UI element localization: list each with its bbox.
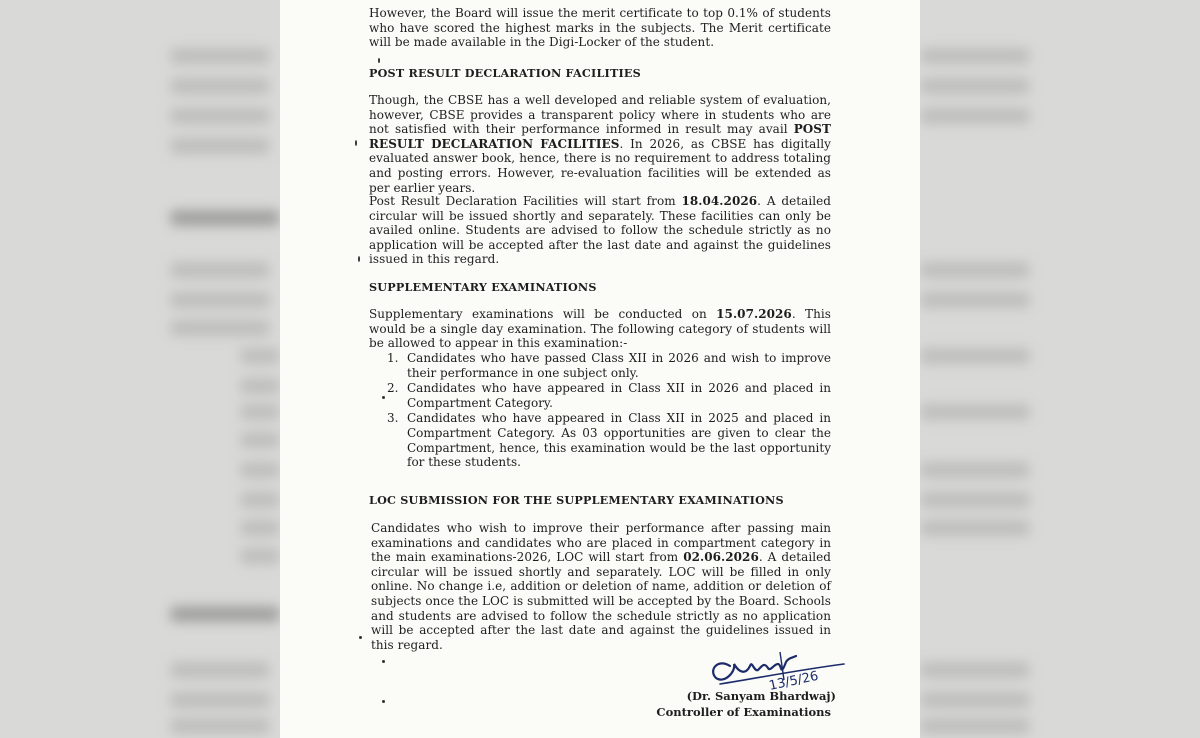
- background-right-blur: [920, 0, 1200, 738]
- post-result-paragraph-2: Post Result Declaration Facilities will start from 18.04.2026. A detailed circular will be issued shortly and separately. These facilities can only be availed online. Students are advised to follow the schedule strictly as no application will be accepted after the last date and against the guidelines issued in this regard.: [369, 194, 831, 267]
- heading-loc-submission: LOC SUBMISSION FOR THE SUPPLEMENTARY EXAMINATIONS: [369, 493, 784, 507]
- heading-post-result: POST RESULT DECLARATION FACILITIES: [369, 66, 641, 80]
- supplementary-paragraph: Supplementary examinations will be conducted on 15.07.2026. This would be a single day examination. The following category of students will be allowed to appear in this examination:-: [369, 307, 831, 351]
- background-left-blur: [0, 0, 280, 738]
- heading-supplementary: SUPPLEMENTARY EXAMINATIONS: [369, 280, 597, 294]
- intro-paragraph: However, the Board will issue the merit certificate to top 0.1% of students who have scored the highest marks in the subjects. The Merit certificate will be made available in the Digi-Locker of the student.: [369, 6, 831, 50]
- list-item: 1. Candidates who have passed Class XII in 2026 and wish to improve their performance in one subject only.: [387, 351, 831, 380]
- loc-paragraph: Candidates who wish to improve their performance after passing main examinations and candidates who are placed in compartment category in the main examinations-2026, LOC will start from 02.06.2026. A detailed circular will be issued shortly and separately. LOC will be filled in only online. No change i.e, addition or deletion of name, addition or deletion of subjects once the LOC is submitted will be accepted by the Board. Schools and students are advised to follow the schedule strictly as no application will be accepted after the last date and against the guidelines issued in this regard.: [371, 521, 831, 652]
- post-result-paragraph-1: Though, the CBSE has a well developed and reliable system of evaluation, however, CBSE provides a transparent policy where in students who are not satisfied with their performance informed in result may avail POST RESULT DECLARATION FACILITIES. In 2026, as CBSE has digitally evaluated answer book, hence, there is no requirement to address totaling and posting errors. However, re-evaluation facilities will be extended as per earlier years.: [369, 93, 831, 195]
- signatory-name: (Dr. Sanyam Bhardwaj): [686, 689, 836, 703]
- supplementary-category-list: [387, 351, 831, 471]
- list-item: 3. Candidates who have appeared in Class XII in 2025 and placed in Compartment Category. As 03 opportunities are given to clear the Compartment, hence, this examination would be the last opportunity for these students.: [387, 411, 831, 470]
- document-page: [280, 0, 920, 738]
- signatory-title: Controller of Examinations: [656, 705, 831, 719]
- signature-date: 13/5/26: [767, 668, 820, 694]
- list-item: 2. Candidates who have appeared in Class XII in 2026 and placed in Compartment Category.: [387, 381, 831, 410]
